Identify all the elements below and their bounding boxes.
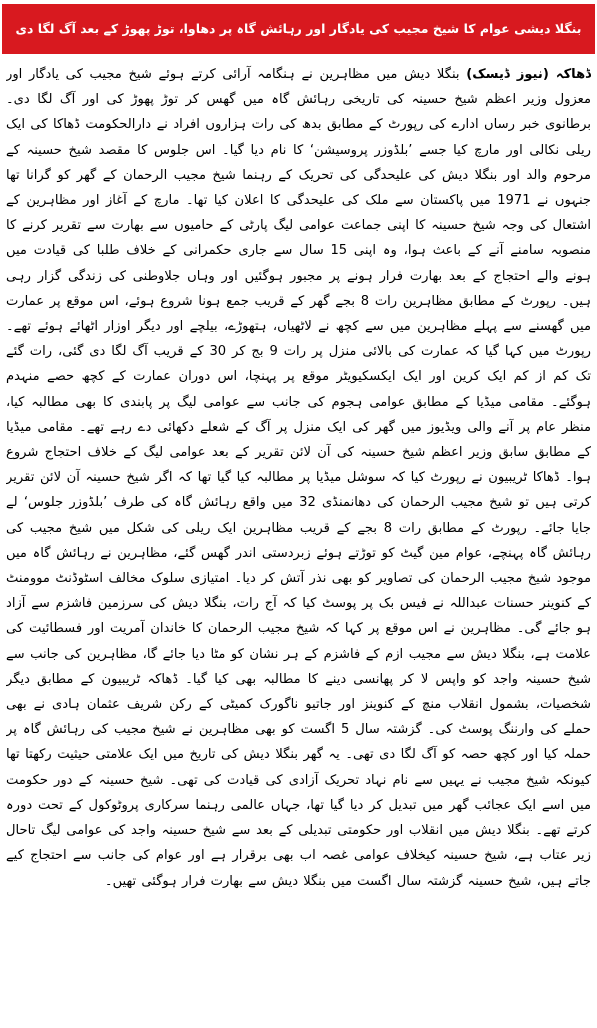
article-text: بنگلا دیش میں مظاہرین نے ہنگامہ آرائی کرتے ہوئے شیخ مجیب کی یادگار اور معزول وزیر اعظم شیخ حسینہ کی تاریخی رہائش گاہ میں گھس کر توڑ پھوڑ کی اور آگ لگا دی۔ برطانوی خبر رساں ادارے کی رپورٹ کے مطابق بدھ کی رات ہزاروں افراد نے دارالحکومت ڈھاکا کی ایک ریلی نکالی اور مارچ کیا جسے ’بلڈوزر پروسیشن‘ کا نام دیا گیا۔ اس جلوس کا مقصد شیخ حسینہ کے مرحوم والد اور بنگلا دیش کی علیحدگی کی تحریک کے رہنما شیخ مجیب الرحمان کے گھر کو گرانا تھا جنہوں نے 1971 میں پاکستان سے ملک کی علیحدگی کا اعلان کیا تھا۔ مارچ کے آغاز اور مظاہرین کے اشتعال کی وجہ شیخ حسینہ کا اپنی جماعت عوامی لیگ پارٹی کے حامیوں سے بھارت سے تقریر کرنے کا منصوبہ سامنے آنے کے باعث ہوا، وہ اپنی 15 سال سے جاری حکمرانی کے خلاف طلبا کی قیادت میں ہونے والے احتجاج کے بعد بھارت فرار ہونے پر مجبور ہوگئیں اور وہاں جلاوطنی کی زندگی گزار رہی ہیں۔ رپورٹ کے مطابق مظاہرین رات 8 بجے گھر کے قریب جمع ہونا شروع ہوئے، اس موقع پر عمارت میں گھسنے سے پہلے مظاہرین میں سے کچھ نے لاٹھیاں، ہتھوڑے، بیلچے اور دیگر اوزار اٹھائے ہوئے تھے۔ رپورٹ میں کہا گیا کہ عمارت کی بالائی منزل پر رات 9 بج کر 30 کے قریب آگ لگا دی گئی، رات گئے تک کم از کم ایک کرین اور ایک ایکسکیویٹر موقع پر پہنچا، اس دوران عمارت کے کچھ حصے منہدم ہوگئے۔ مقامی میڈیا کے مطابق عوامی ہجوم کی جانب سے عوامی لیگ پر پابندی کا بھی مطالبہ کیا، منظر عام پر آنے والی ویڈیوز میں گھر کی ایک منزل پر آگ کے شعلے دکھائی دے رہے تھے۔ مقامی میڈیا کے مطابق سابق وزیر اعظم شیخ حسینہ کی آن لائن تقریر کے بعد عوامی لیگ کے خلاف احتجاج شروع ہوا۔ ڈھاکا ٹریبیون نے رپورٹ کیا کہ سوشل میڈیا پر مطالبہ کیا گیا تھا کہ اگر شیخ حسینہ آن لائن تقریر کرتی ہیں تو شیخ مجیب الرحمان کی دھانمنڈی 32 میں واقع رہائش گاہ کی طرف ’بلڈوزر جلوس‘ لے جایا جائے۔ رپورٹ کے مطابق رات 8 بجے کے قریب مظاہرین ایک ریلی کی شکل میں شیخ مجیب کی رہائش گاہ پہنچے، عوام مین گیٹ کو توڑتے ہوئے زبردستی اندر گھس گئے، مظاہرین نے رہائش گاہ میں موجود شیخ مجیب الرحمان کی تصاویر کو بھی نذر آتش کر دیا۔ امتیازی سلوک مخالف اسٹوڈنٹ موومنٹ کے کنوینر حسنات عبداللہ نے فیس بک پر پوسٹ کیا کہ آج رات، بنگلا دیش کی سرزمین فاشزم سے آزاد ہو جائے گی۔ مظاہرین نے اس موقع پر کہا کہ شیخ مجیب الرحمان کا خاندان آمریت اور فسطائیت کی علامت ہے، بنگلا دیش سے مجیب ازم کے فاشزم کے ہر نشان کو مٹا دیا جائے گا، مظاہرین کی جانب سے شیخ حسینہ واجد کو واپس لا کر پھانسی دینے کا مطالبہ بھی کیا گیا۔ ڈھاکہ ٹریبیون کے مطابق دیگر شخصیات، بشمول انقلاب منچ کے کنوینز اور جاتیو ناگورک کمیٹی کے رکن شریف عثمان ہادی نے بھی حملے کی وارننگ پوسٹ کی۔ گزشتہ سال 5 اگست کو بھی مظاہرین نے شیخ مجیب کی رہائش گاہ پر حملہ کیا اور کچھ حصہ کو آگ لگا دی تھی۔ یہ گھر بنگلا دیش کی تاریخ میں ایک علامتی حیثیت رکھتا تھا کیونکہ شیخ مجیب نے یہیں سے نام نہاد تحریک آزادی کی قیادت کی تھی۔ شیخ حسینہ کے دور حکومت میں اسے ایک عجائب گھر میں تبدیل کر دیا گیا تھا، جہاں عالمی رہنما سرکاری پروٹوکول کے تحت دورہ کرتے تھے۔ بنگلا دیش میں انقلاب اور حکومتی تبدیلی کے بعد سے شیخ حسینہ واجد کی عوامی لیگ تاحال زیر عتاب ہے، شیخ حسینہ کیخلاف عوامی غصہ اب بھی برقرار ہے اور عوام کی جانب سے احتجاج کیے جاتے ہیں، شیخ حسینہ گزشتہ سال اگست میں بنگلا دیش سے بھارت فرار ہوگئی تھیں۔ — [6, 67, 591, 889]
headline: بنگلا دیشی عوام کا شیخ مجیب کی یادگار اور رہائش گاہ پر دھاوا، توڑ پھوڑ کے بعد آگ لگا دی — [15, 20, 582, 36]
article-body — [6, 62, 591, 1024]
headline-banner — [2, 4, 595, 54]
dateline: ڈھاکہ (نیوز ڈیسک) — [466, 67, 591, 82]
